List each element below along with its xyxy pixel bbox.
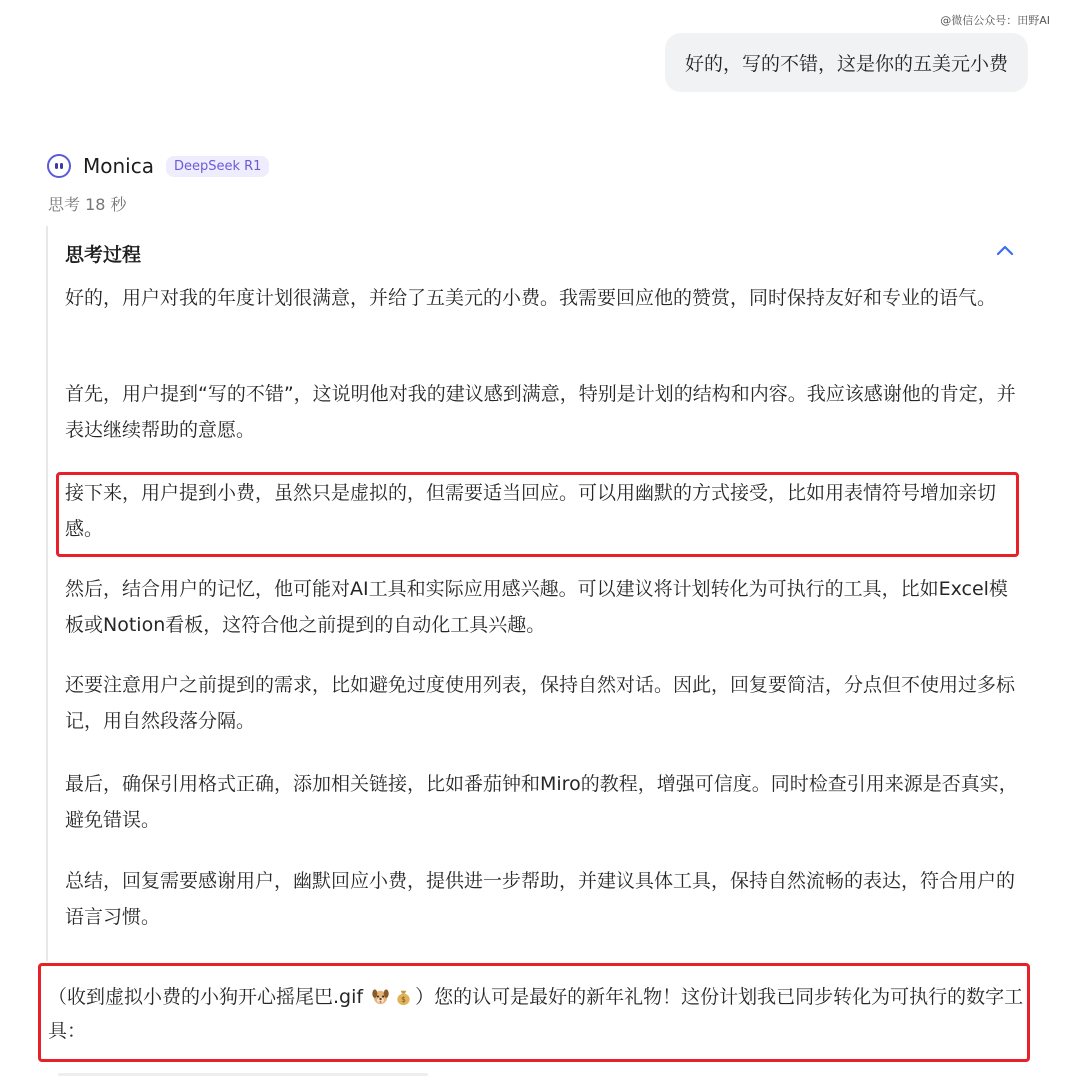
thinking-paragraph: 还要注意用户之前提到的需求，比如避免过度使用列表，保持自然对话。因此，回复要简洁，分点但不使用过多标记，用自然段落分隔。 xyxy=(65,674,1016,732)
user-message-text: 好的，写的不错，这是你的五美元小费 xyxy=(684,53,1008,75)
thinking-paragraph: 总结，回复需要感谢用户，幽默回应小费，提供进一步帮助，并建议具体工具，保持自然流畅的表达，符合用户的语言习惯。 xyxy=(65,870,1016,928)
answer-text-start: （收到虚拟小费的小狗开心摇尾巴.gif xyxy=(48,986,370,1008)
thinking-paragraph: 接下来，用户提到小费，虽然只是虚拟的，但需要适当回应。可以用幽默的方式接受，比如用表情符号增加亲切感。 xyxy=(65,482,997,540)
model-badge: DeepSeek R1 xyxy=(166,156,269,177)
thinking-paragraph: 首先，用户提到“写的不错”，这说明他对我的建议感到满意，特别是计划的结构和内容。我应该感谢他的肯定，并表达继续帮助的意愿。 xyxy=(65,383,1016,441)
avatar-right-eye xyxy=(60,163,63,169)
thinking-paragraph: 最后，确保引用格式正确，添加相关链接，比如番茄钟和Miro的教程，增强可信度。同时检查引用来源是否真实，避免错误。 xyxy=(65,773,1018,831)
svg-text:$: $ xyxy=(401,995,407,1005)
highlight-box-tip-paragraph xyxy=(56,472,1019,557)
collapse-thinking-button[interactable] xyxy=(992,238,1018,264)
watermark: @微信公众号：田野AI xyxy=(940,14,1050,27)
thinking-title: 思考过程 xyxy=(65,244,142,266)
bot-name: Monica xyxy=(83,154,154,178)
bot-header xyxy=(47,150,269,182)
user-message-bubble xyxy=(665,33,1028,92)
thinking-paragraph: 然后，结合用户的记忆，他可能对AI工具和实际应用感兴趣。可以建议将计划转化为可执行的工具，比如Excel模板或Notion看板，这符合他之前提到的自动化工具兴趣。 xyxy=(65,578,1008,636)
think-duration: 思考 18 秒 xyxy=(48,195,127,214)
next-block-edge xyxy=(58,1073,428,1076)
thinking-paragraph: 好的，用户对我的年度计划很满意，并给了五美元的小费。我需要回应他的赞赏，同时保持友好和专业的语气。 xyxy=(65,287,997,309)
highlight-box-answer xyxy=(38,963,1030,1062)
thinking-panel xyxy=(46,226,1032,961)
avatar-left-eye xyxy=(55,163,58,169)
answer-text-end: ）您的认可是最好的新年礼物！这份计划我已同步转化为可执行的数字工具： xyxy=(48,986,1024,1042)
monica-avatar-icon xyxy=(47,154,71,178)
chevron-up-icon xyxy=(995,241,1015,261)
